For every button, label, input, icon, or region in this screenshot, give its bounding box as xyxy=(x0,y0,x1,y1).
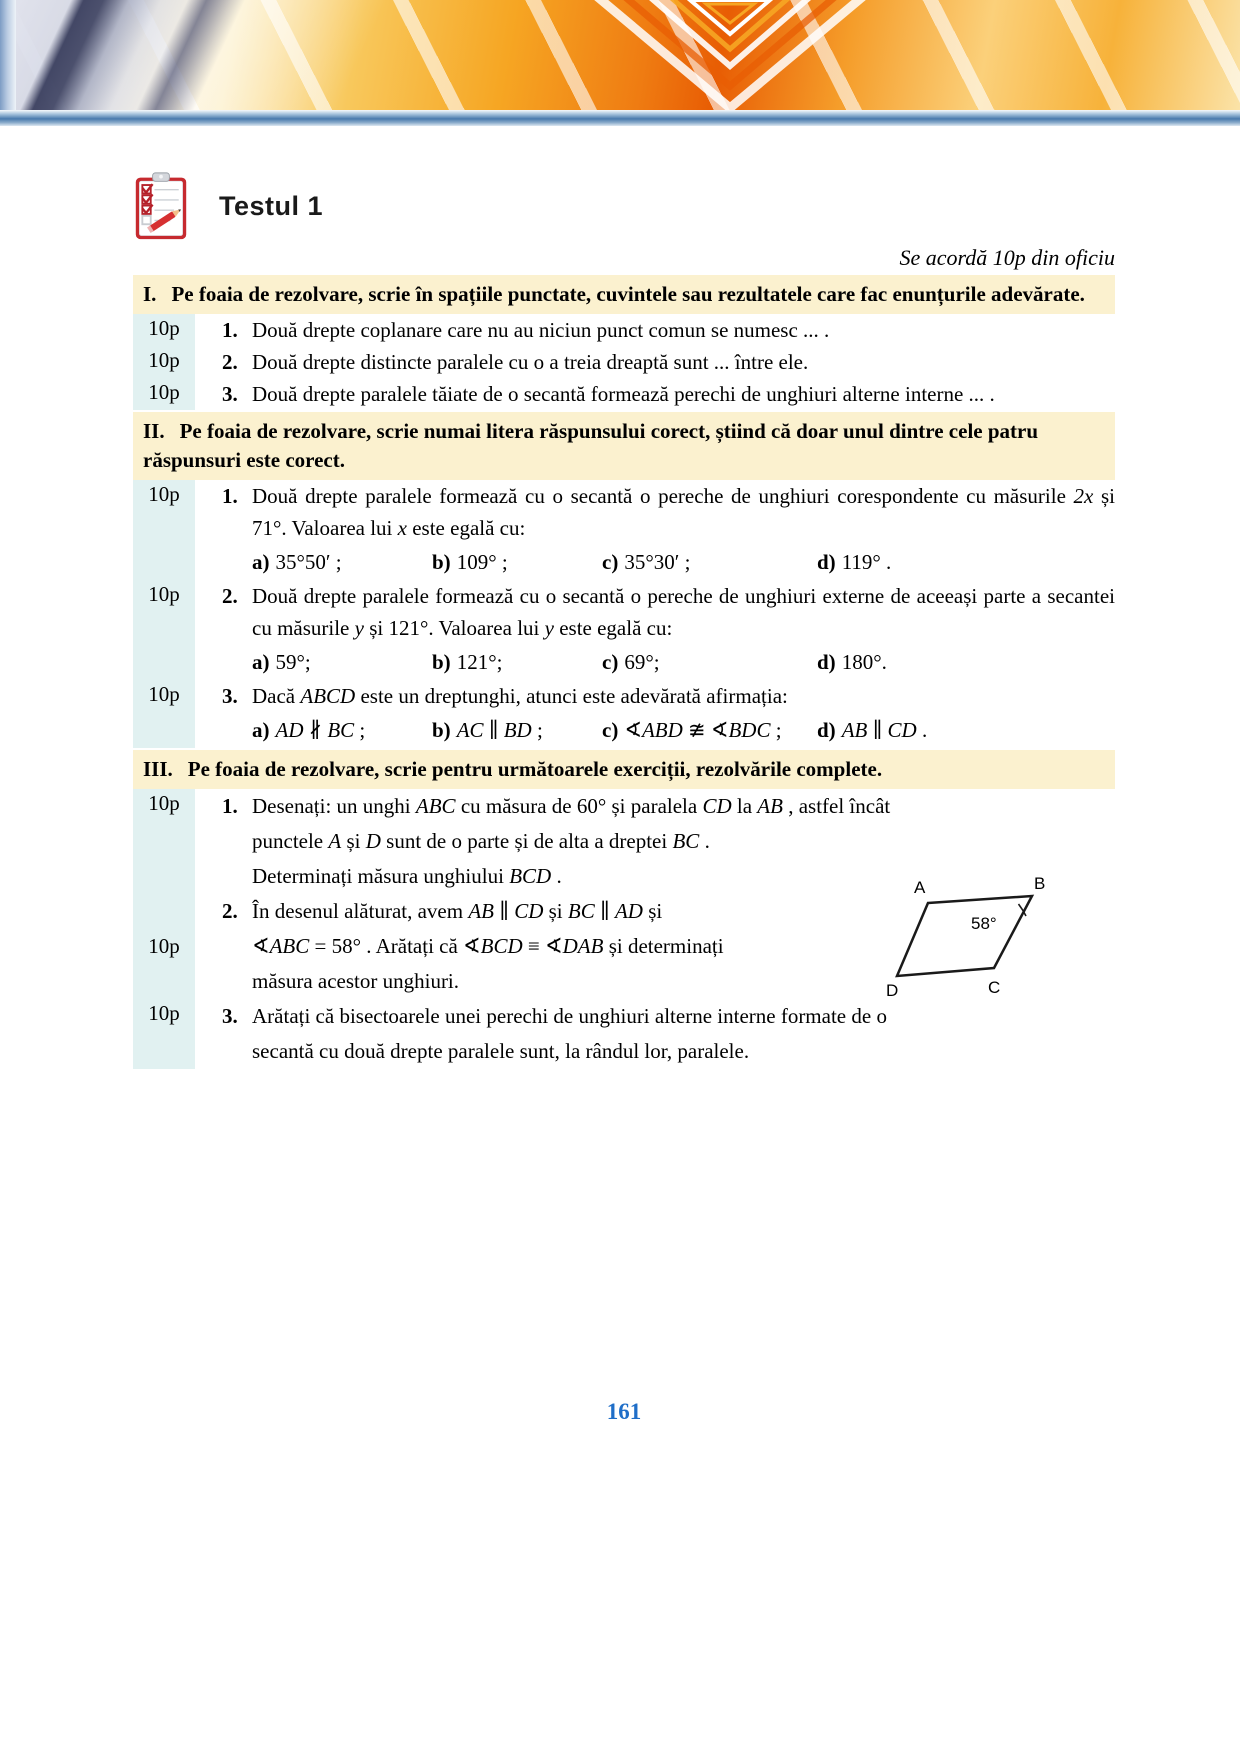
angle-label: 58° xyxy=(971,914,997,933)
question-number: 3. xyxy=(222,382,238,406)
option-a: a) 35°50′ ; xyxy=(252,550,342,574)
section-3-instruction: Pe foaia de rezolvare, scrie pentru următoarele exerciții, rezolvările complete. xyxy=(187,757,883,781)
header-artwork xyxy=(0,0,1240,110)
option-d: d) AB ∥ CD . xyxy=(817,718,928,742)
section-1-numeral: I. xyxy=(143,282,157,306)
points-badge: 10p xyxy=(133,894,195,999)
question-text: Două drepte coplanare care nu au niciun punct comun se numesc ... . xyxy=(252,318,830,342)
option-a: a) AD ∦ BC ; xyxy=(252,718,366,742)
question-line: În desenul alăturat, avem AB ∥ CD și BC ∥ AD și xyxy=(252,899,663,923)
option-d: d) 180°. xyxy=(817,650,887,674)
option-b: b) 121°; xyxy=(432,650,503,674)
question-row-s1-q2 xyxy=(133,346,1115,378)
section-3-numeral: III. xyxy=(143,757,173,781)
question-number: 2. xyxy=(222,899,238,923)
question-number: 3. xyxy=(222,1004,238,1028)
question-line: Arătați că bisectoarele unei perechi de unghiuri alterne interne formate de o xyxy=(252,1004,887,1028)
question-text: Dacă ABCD este un dreptunghi, atunci este adevărată afirmația: xyxy=(252,684,788,708)
bonus-note: Se acordă 10p din oficiu xyxy=(899,245,1115,270)
section-2-header xyxy=(133,412,1115,480)
option-d: d) 119° . xyxy=(817,550,892,574)
question-line: punctele A și D sunt de o parte și de alta a dreptei BC . xyxy=(252,829,710,853)
question-row-s2-q2 xyxy=(133,580,1115,680)
section-3-header xyxy=(133,750,1115,789)
nested-triangles-graphic xyxy=(560,0,900,110)
vertex-label-a: A xyxy=(914,878,926,897)
answer-options xyxy=(252,544,1115,580)
question-number: 3. xyxy=(222,684,238,708)
question-number: 2. xyxy=(222,350,238,374)
question-number: 1. xyxy=(222,318,238,342)
points-badge: 10p xyxy=(133,480,195,580)
question-row-s3-q3 xyxy=(133,999,1115,1069)
parallelogram-figure xyxy=(870,867,1060,1005)
vertex-label-d: D xyxy=(886,981,899,1000)
section-1-instruction: Pe foaia de rezolvare, scrie în spațiile punctate, cuvintele sau rezultatele care fac enunțurile adevărate. xyxy=(171,282,1085,306)
question-number: 1. xyxy=(222,794,238,818)
question-line: măsura acestor unghiuri. xyxy=(252,969,460,993)
points-badge: 10p xyxy=(133,580,195,680)
question-text: Două drepte paralele formează cu o secantă o pereche de unghiuri externe de aceeași parte a secantei cu măsurile y și 121°. Valoarea lui y este egală cu: xyxy=(252,584,1115,640)
clipboard-checklist-icon xyxy=(133,170,189,243)
option-c: c) 69°; xyxy=(602,650,660,674)
vertex-label-b: B xyxy=(1034,874,1046,893)
points-badge: 10p xyxy=(133,789,195,894)
question-line: secantă cu două drepte paralele sunt, la rândul lor, paralele. xyxy=(252,1039,750,1063)
question-text: Două drepte distincte paralele cu o a treia dreaptă sunt ... între ele. xyxy=(252,350,809,374)
header-divider-band xyxy=(0,110,1240,126)
question-row-s1-q1 xyxy=(133,314,1115,346)
question-line: Determinați măsura unghiului BCD . xyxy=(252,864,562,888)
points-badge: 10p xyxy=(133,314,195,346)
section-3-questions xyxy=(133,789,1115,1069)
section-2-instruction: Pe foaia de rezolvare, scrie numai litera răspunsului corect, știind că doar unul dintre cele patru răspunsuri este corect. xyxy=(143,419,1039,472)
question-text: Două drepte paralele formează cu o secantă o pereche de unghiuri corespondente cu măsurile 2x și 71°. Valoarea lui x este egală cu: xyxy=(252,484,1115,540)
question-line: ∢ABC = 58° . Arătați că ∢BCD ≡ ∢DAB și determinați xyxy=(252,934,724,958)
vertex-label-c: C xyxy=(988,978,1001,997)
page-content xyxy=(0,170,1240,1425)
question-row-s1-q3 xyxy=(133,378,1115,410)
section-2-numeral: II. xyxy=(143,419,165,443)
test-title-row xyxy=(133,170,1115,243)
option-c: c) 35°30′ ; xyxy=(602,550,691,574)
points-badge: 10p xyxy=(133,346,195,378)
question-text: Două drepte paralele tăiate de o secantă formează perechi de unghiuri alterne interne ... . xyxy=(252,382,995,406)
header-left-stripe xyxy=(0,0,16,110)
question-line: Desenați: un unghi ABC cu măsura de 60° și paralela CD la AB , astfel încât xyxy=(252,794,891,818)
question-number: 1. xyxy=(222,484,238,508)
question-row-s2-q3 xyxy=(133,680,1115,748)
question-row-s2-q1 xyxy=(133,480,1115,580)
question-number: 2. xyxy=(222,584,238,608)
points-badge: 10p xyxy=(133,378,195,410)
answer-options xyxy=(252,644,1115,680)
page-title: Testul 1 xyxy=(219,191,324,221)
answer-options xyxy=(252,712,1115,748)
option-c: c) ∢ABD ≇ ∢BDC ; xyxy=(602,718,782,742)
points-badge: 10p xyxy=(133,680,195,748)
section-1-header xyxy=(133,275,1115,314)
page-number: 161 xyxy=(606,1399,642,1424)
option-b: b) 109° ; xyxy=(432,550,508,574)
option-b: b) AC ∥ BD ; xyxy=(432,718,543,742)
option-a: a) 59°; xyxy=(252,650,311,674)
points-badge: 10p xyxy=(133,999,195,1069)
